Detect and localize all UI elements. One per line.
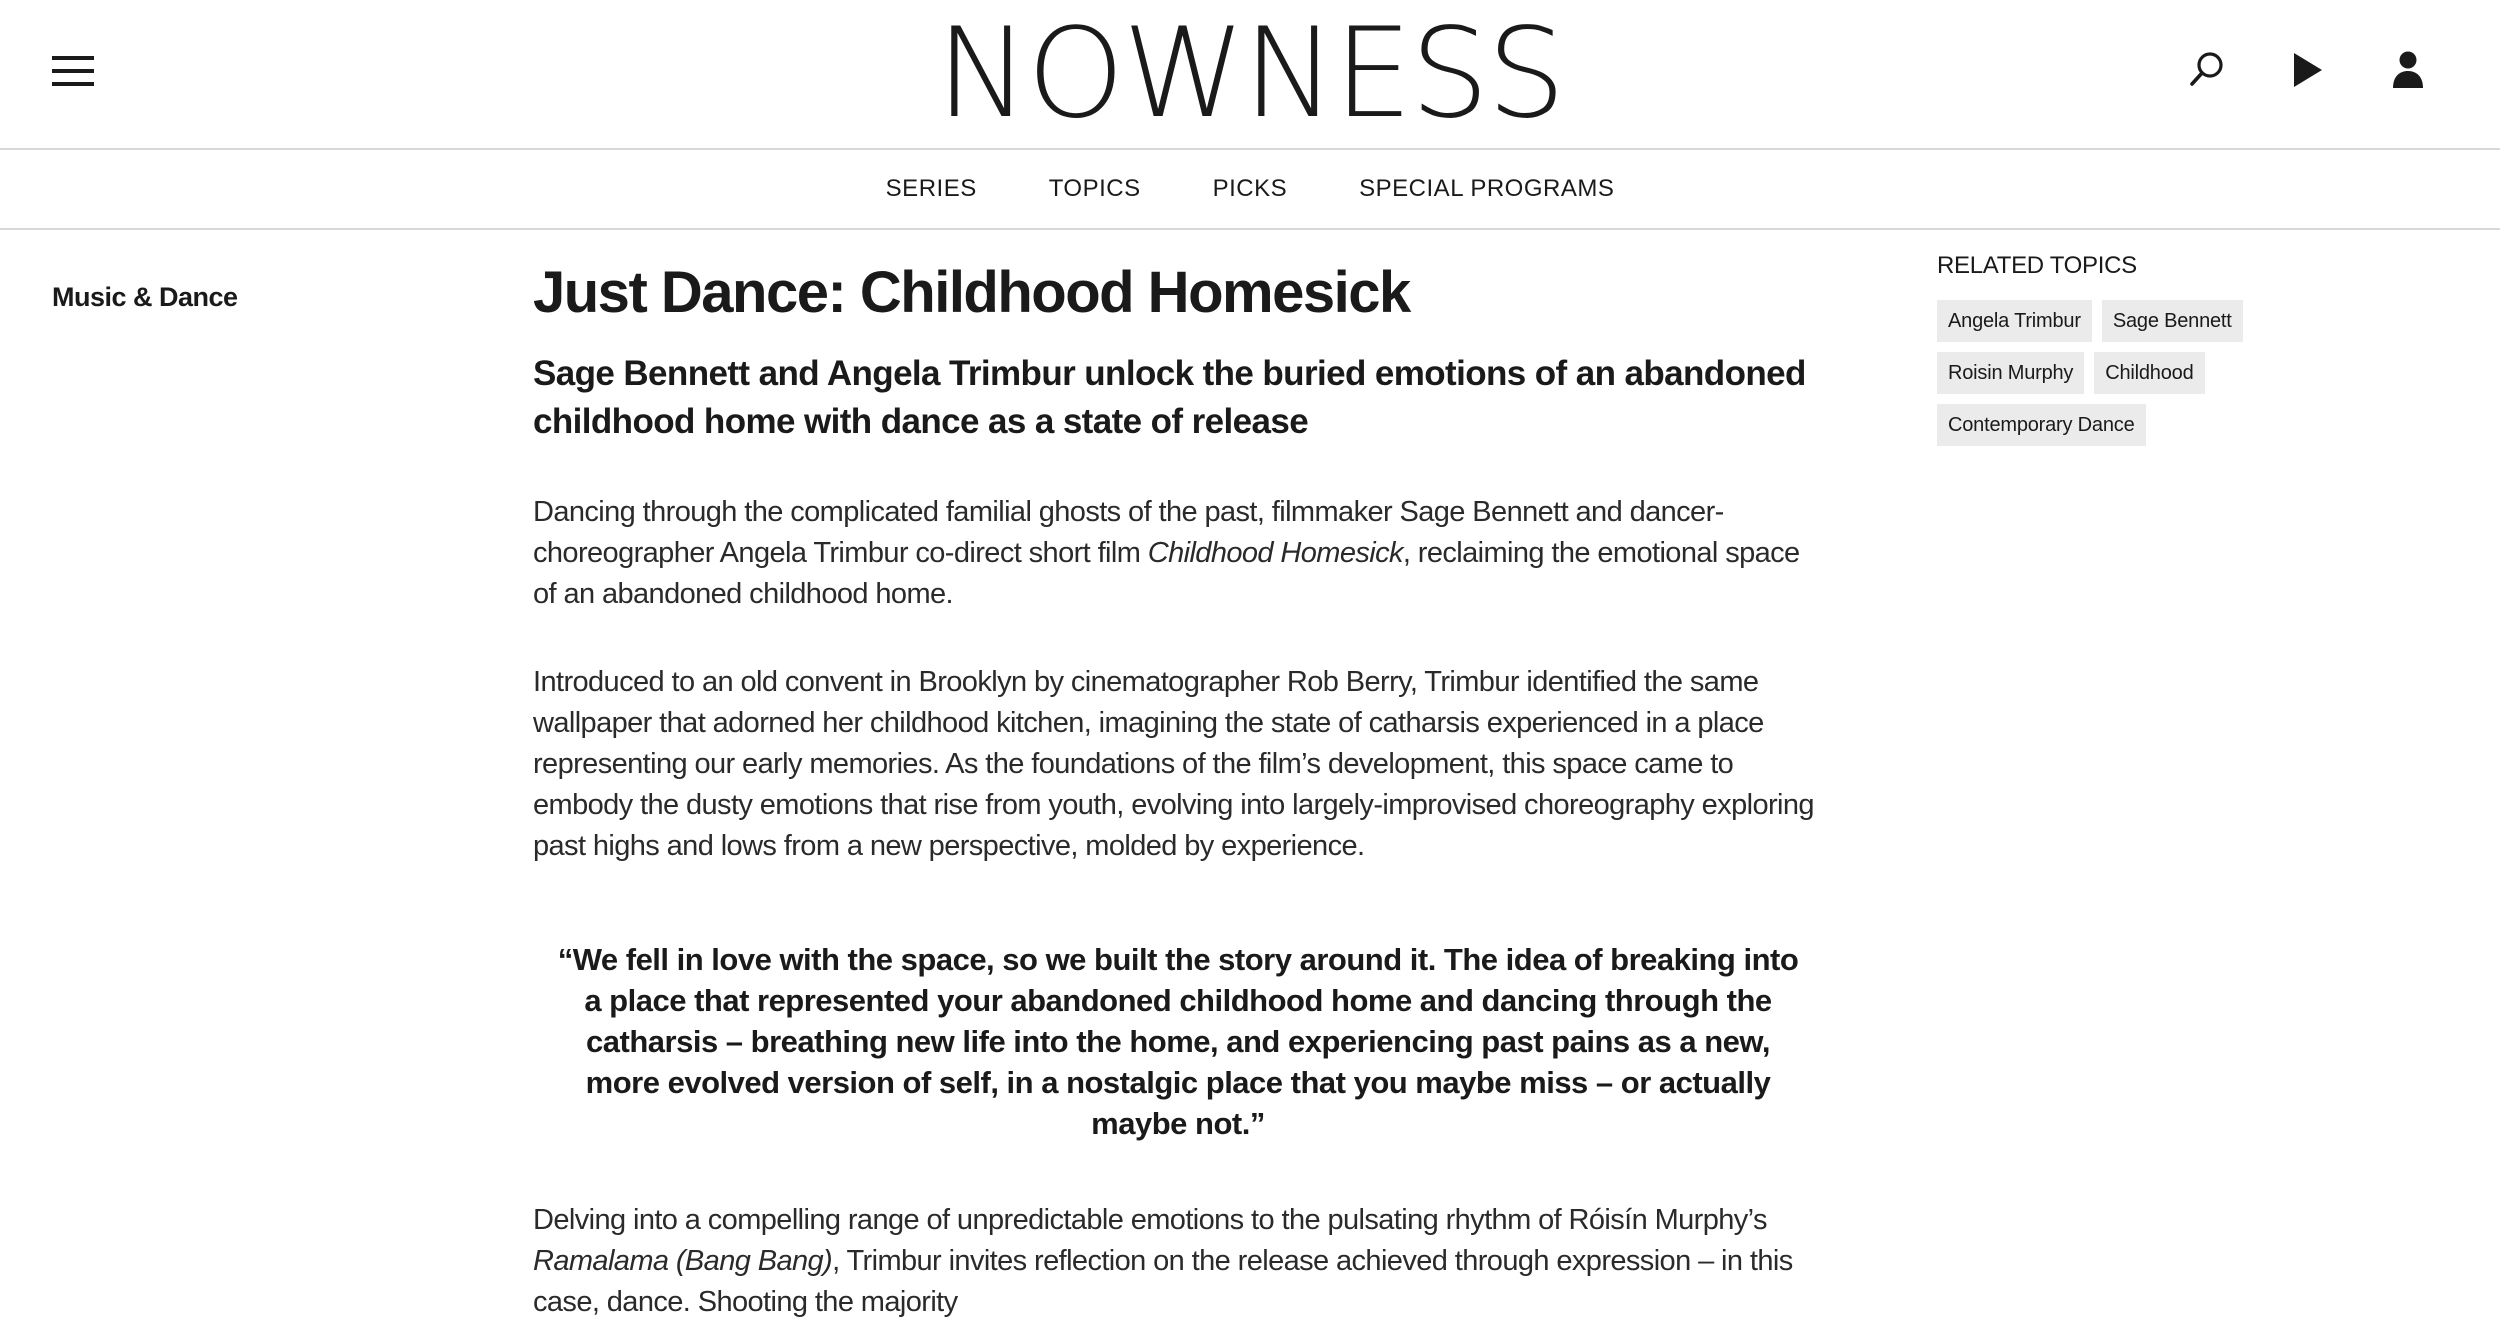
site-header (0, 0, 2500, 150)
main-nav (0, 150, 2500, 230)
article-subtitle: Sage Bennett and Angela Trimbur unlock the buried emotions of an abandoned childhood home with dance as a state of release (533, 354, 1806, 441)
article-paragraph: Introduced to an old convent in Brooklyn by cinematographer Rob Berry, Trimbur identified the same wallpaper that adorned her childhood kitchen, imagining the state of catharsis experienced in a place representing our early memories. As the foundations of the film’s development, this space came to embody the dusty emotions that rise from youth, evolving into largely-improvised choreography exploring past highs and lows from a new perspective, molded by experience. (533, 666, 1814, 862)
topic-tag-contemporary-dance[interactable]: Contemporary Dance (1937, 404, 2146, 446)
topic-tag-sage-bennett[interactable]: Sage Bennett (2102, 300, 2243, 342)
paragraph-text: Delving into a compelling range of unpredictable emotions to the pulsating rhythm of Róisín Murphy’s (533, 1204, 1767, 1236)
topic-tag-angela-trimbur[interactable]: Angela Trimbur (1937, 300, 2092, 342)
film-title: Childhood Homesick (1147, 537, 1403, 569)
paragraph-text: , Trimbur invites reflection on the release achieved through expression – in this case, dance. Shooting the majority (533, 1245, 1793, 1318)
article-paragraph (533, 492, 1823, 615)
user-icon[interactable] (2388, 48, 2428, 92)
song-title: Ramalama (Bang Bang) (533, 1245, 833, 1277)
topic-tag-childhood[interactable]: Childhood (2094, 352, 2204, 394)
nav-item-picks[interactable]: PICKS (1212, 175, 1288, 202)
topic-tags (1937, 300, 2297, 456)
nav-items (0, 150, 2500, 228)
paragraph-text: , reclaiming the emotional space of an abandoned childhood home. (533, 537, 1800, 610)
article-paragraph (533, 1200, 1823, 1323)
nav-item-series[interactable]: SERIES (885, 175, 977, 202)
article (533, 258, 1823, 1323)
search-icon[interactable] (2188, 48, 2228, 92)
pull-quote: “We fell in love with the space, so we built the story around it. The idea of breaking into a place that represented your abandoned childhood home and dancing through the catharsis – breathing new life into the home, and experiencing past pains as a new, more evolved version of self, in a nostalgic place that you maybe miss – or actually maybe not.” (557, 942, 1799, 1141)
paragraph-text: Dancing through the complicated familial ghosts of the past, filmmaker Sage Bennett and dancer-choreographer Angela Trimbur co-direct short film (533, 496, 1724, 569)
topic-tag-roisin-murphy[interactable]: Roisin Murphy (1937, 352, 2084, 394)
play-icon[interactable] (2288, 48, 2328, 92)
site-logo[interactable]: NOWNESS (936, 2, 1564, 146)
category-link[interactable]: Music & Dance (52, 282, 238, 312)
related-topics (1937, 252, 2337, 456)
nav-item-special-programs[interactable]: SPECIAL PROGRAMS (1359, 175, 1615, 202)
article-title: Just Dance: Childhood Homesick (533, 260, 1410, 325)
nav-item-topics[interactable]: TOPICS (1048, 175, 1141, 202)
related-topics-heading: RELATED TOPICS (1937, 252, 2137, 279)
